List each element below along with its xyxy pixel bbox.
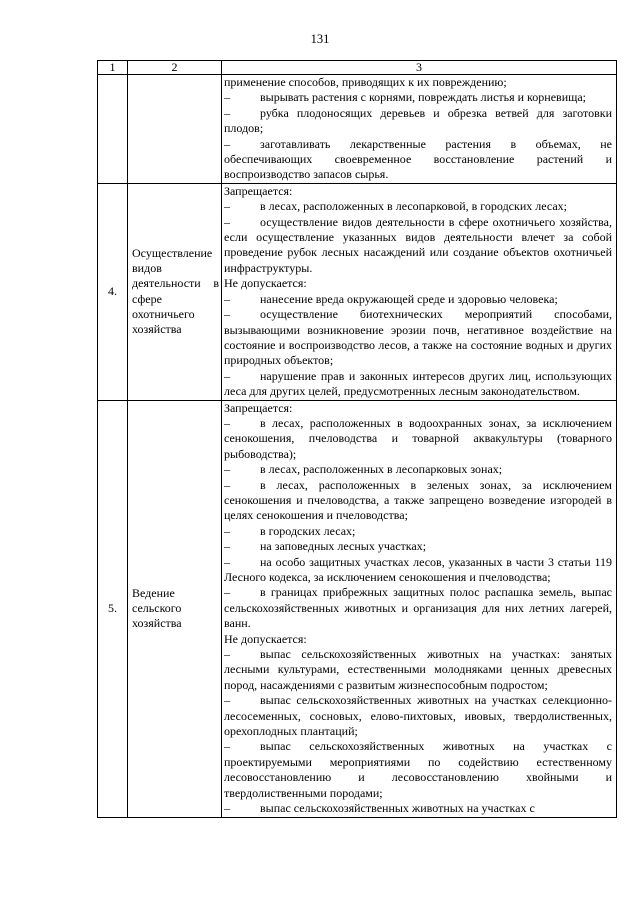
dash-marker: – <box>224 462 230 477</box>
header-col-1: 1 <box>98 61 128 75</box>
restriction-item <box>224 647 612 693</box>
restriction-item <box>224 137 612 183</box>
dash-marker: – <box>224 368 230 383</box>
row-number: 5. <box>98 400 128 817</box>
table-row <box>98 75 617 184</box>
restriction-item <box>224 539 612 554</box>
restriction-text: заготавливать лекарственные растения в объемах, не обеспечивающих своевременное восстановление растений и воспроизводство запасов сырья. <box>224 136 612 182</box>
restriction-item <box>224 462 612 477</box>
restriction-item <box>224 369 612 400</box>
restriction-text: нарушение прав и законных интересов других лиц, использующих леса для других целей, предусмотренных лесным законодательством. <box>224 368 612 399</box>
restriction-item <box>224 739 612 801</box>
page-number: 131 <box>310 32 330 46</box>
dash-marker: – <box>224 415 230 430</box>
table-header-row <box>98 61 617 75</box>
restriction-text: вырывать растения с корнями, повреждать листья и корневища; <box>260 90 587 105</box>
restriction-text: в лесах, расположенных в лесопарковой, в городских лесах; <box>260 199 568 214</box>
restriction-item <box>224 555 612 586</box>
regulations-table <box>97 60 617 818</box>
restriction-item <box>224 524 612 539</box>
dash-marker: – <box>224 554 230 569</box>
dash-marker: – <box>224 214 230 229</box>
dash-marker: – <box>224 199 230 214</box>
restriction-item <box>224 215 612 277</box>
row-number: 4. <box>98 183 128 400</box>
restriction-text: выпас сельскохозяйственных животных на участках с проектируемыми мероприятиями по содействию естественному лесовосстановлению и лесовосстановлению хвойными и твердолиственными породами; <box>224 739 612 800</box>
restriction-text: на заповедных лесных участках; <box>260 539 427 554</box>
restriction-item <box>224 801 612 816</box>
restriction-text: в границах прибрежных защитных полос распашка земель, выпас сельскохозяйственных животных и организация для них летних лагерей, ванн. <box>224 585 612 631</box>
restriction-item <box>224 199 612 214</box>
header-col-2: 2 <box>128 61 222 75</box>
restriction-item <box>224 90 612 105</box>
restriction-item <box>224 106 612 137</box>
restrictions-cell <box>222 183 617 400</box>
table-row <box>98 183 617 400</box>
restriction-text: выпас сельскохозяйственных животных на участках с <box>260 801 535 816</box>
restriction-text: в лесах, расположенных в водоохранных зонах, за исключением сенокошения, пчеловодства и товарной аквакультуры (товарного рыбоводства); <box>224 415 612 461</box>
restriction-item <box>224 693 612 739</box>
dash-marker: – <box>224 739 230 754</box>
dash-marker: – <box>224 90 230 105</box>
restriction-label: Не допускается: <box>224 631 307 646</box>
restrictions-cell <box>222 400 617 817</box>
dash-marker: – <box>224 801 230 816</box>
restriction-text: в лесах, расположенных в зеленых зонах, за исключением сенокошения и пчеловодства, а также запрещено возведение изгородей в целях сенокошения и пчеловодства; <box>224 477 612 523</box>
restriction-text: в лесах, расположенных в лесопарковых зонах; <box>260 462 503 477</box>
restrictions-cell <box>222 75 617 184</box>
restriction-text: рубка плодоносящих деревьев и обрезка ветвей для заготовки плодов; <box>224 105 612 136</box>
restriction-text: осуществление биотехнических мероприятий способами, вызывающими возникновение эрозии почв, негативное воздействие на состояние и воспроизводство лесов, а также на состояние водных и других природных объектов; <box>224 307 612 368</box>
restriction-text: выпас сельскохозяйственных животных на участках селекционно-лесосеменных, сосновых, елово-пихтовых, ивовых, твердолиственных, орехоплодных плантаций; <box>224 693 612 739</box>
restriction-text: осуществление видов деятельности в сфере охотничьего хозяйства, если осуществление указанных видов деятельности влечет за собой проведение рубок лесных насаждений или создание объектов охотничьей инфраструктуры. <box>224 214 612 275</box>
dash-marker: – <box>224 136 230 151</box>
restriction-item <box>224 478 612 524</box>
restriction-text: в городских лесах; <box>260 523 356 538</box>
restriction-item <box>224 585 612 631</box>
restriction-label: Запрещается: <box>224 400 293 415</box>
dash-marker: – <box>224 105 230 120</box>
dash-marker: – <box>224 693 230 708</box>
dash-marker: – <box>224 477 230 492</box>
dash-marker: – <box>224 307 230 322</box>
dash-marker: – <box>224 647 230 662</box>
restriction-item <box>224 307 612 369</box>
restriction-item <box>224 416 612 462</box>
activity-name: Ведение сельского хозяйства <box>128 400 222 817</box>
restriction-label: Запрещается: <box>224 183 293 198</box>
row-number <box>98 75 128 184</box>
dash-marker: – <box>224 585 230 600</box>
restriction-text: выпас сельскохозяйственных животных на участках: занятых лесными культурами, естественными молодняками ценных древесных пород, насаждениями с развитым жизнеспособным подростом; <box>224 647 612 692</box>
restriction-text: нанесение вреда окружающей среде и здоровью человека; <box>260 291 558 306</box>
restriction-item <box>224 292 612 307</box>
header-col-3: 3 <box>222 61 617 75</box>
dash-marker: – <box>224 523 230 538</box>
activity-name: Осуществление видов деятельности в сфере охотничьего хозяйства <box>128 183 222 400</box>
restriction-label: применение способов, приводящих к их повреждению; <box>224 75 507 89</box>
table-row <box>98 400 617 817</box>
dash-marker: – <box>224 539 230 554</box>
dash-marker: – <box>224 291 230 306</box>
restriction-label: Не допускается: <box>224 276 307 291</box>
restriction-text: на особо защитных участках лесов, указанных в части 3 статьи 119 Лесного кодекса, за исключением сенокошения и пчеловодства; <box>224 554 612 584</box>
activity-name <box>128 75 222 184</box>
